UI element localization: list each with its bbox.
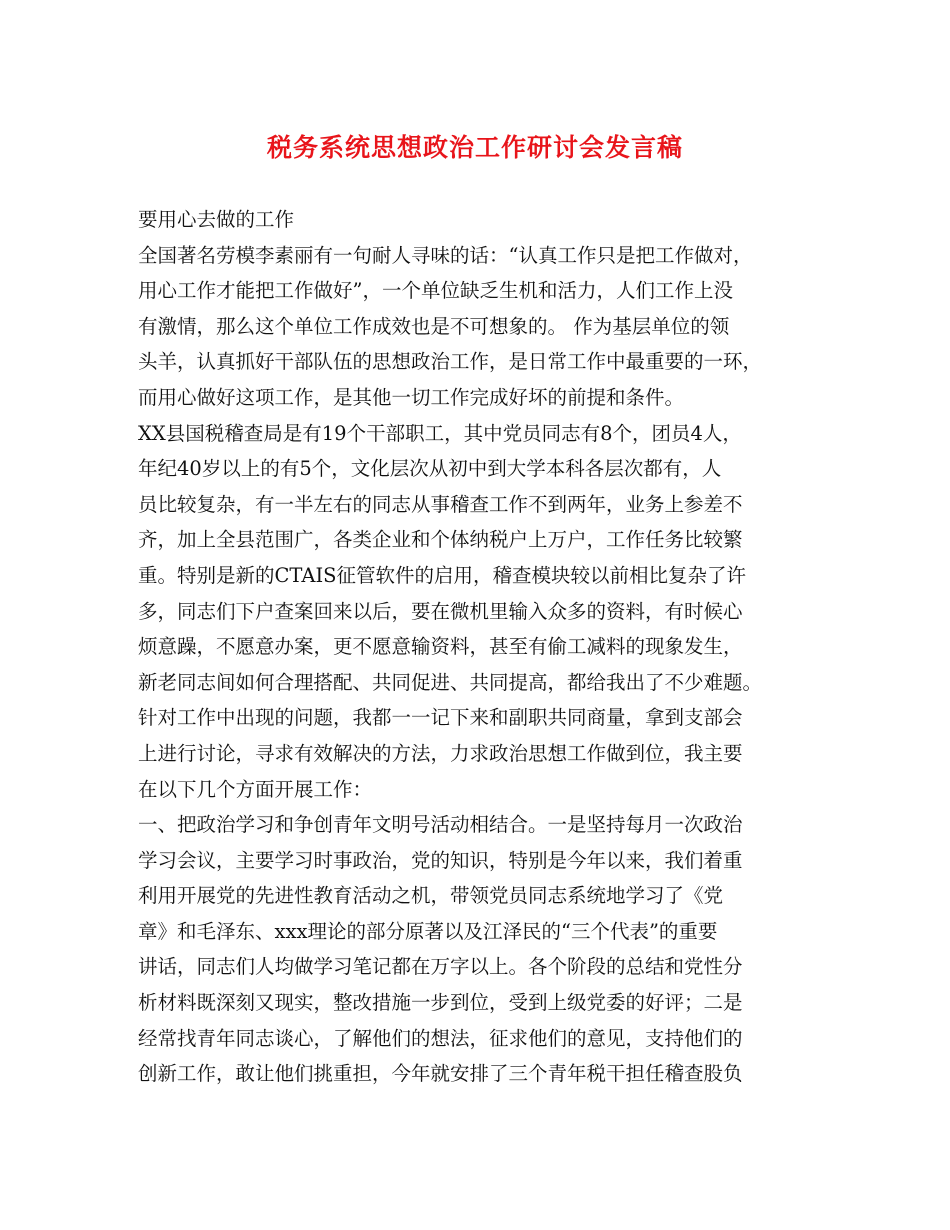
text-line: 创新工作，敢让他们挑重担，今年就安排了三个青年税干担任稽查股负	[138, 1062, 743, 1086]
text-line: 年纪40岁以上的有5个，文化层次从初中到大学本科各层次都有，人	[138, 457, 722, 481]
text-line: 有激情，那么这个单位工作成效也是不可想象的。 作为基层单位的领	[138, 314, 730, 338]
text-line: 在以下几个方面开展工作：	[138, 777, 373, 801]
text-line: 多，同志们下户查案回来以后，要在微机里输入众多的资料，有时候心	[138, 599, 743, 623]
text-line: XX县国税稽查局是有19个干部职工，其中党员同志有8个，团员4人，	[138, 421, 742, 445]
text-line: 新老同志间如何合理搭配、共同促进、共同提高，都给我出了不少难题。	[138, 670, 763, 694]
text-line: 齐，加上全县范围广，各类企业和个体纳税户上万户，工作任务比较繁	[138, 528, 743, 552]
text-line: 经常找青年同志谈心，了解他们的想法，征求他们的意见，支持他们的	[138, 1026, 743, 1050]
text-line: 员比较复杂，有一半左右的同志从事稽查工作不到两年，业务上参差不	[138, 492, 743, 516]
text-line: 全国著名劳模李素丽有一句耐人寻味的话：“认真工作只是把工作做对，	[138, 243, 753, 267]
text-line: 讲话，同志们人均做学习笔记都在万字以上。各个阶段的总结和党性分	[138, 955, 743, 979]
text-line: 学习会议，主要学习时事政治，党的知识，特别是今年以来，我们着重	[138, 848, 743, 872]
text-line: 利用开展党的先进性教育活动之机，带领党员同志系统地学习了《党	[138, 884, 724, 908]
text-line: 析材料既深刻又现实，整改措施一步到位，受到上级党委的好评；二是	[138, 991, 743, 1015]
document-title: 税务系统思想政治工作研讨会发言稿	[266, 133, 683, 162]
document-body	[138, 202, 828, 1092]
text-line: 而用心做好这项工作，是其他一切工作完成好坏的前提和条件。	[138, 385, 685, 409]
text-line: 章》和毛泽东、xxx理论的部分原著以及江泽民的“三个代表”的重要	[138, 919, 718, 943]
text-line: 上进行讨论，寻求有效解决的方法，力求政治思想工作做到位，我主要	[138, 741, 743, 765]
text-line: 一、把政治学习和争创青年文明号活动相结合。一是坚持每月一次政治	[138, 813, 743, 837]
text-line: 针对工作中出现的问题，我都一一记下来和副职共同商量，拿到支部会	[138, 706, 743, 730]
text-line: 头羊，认真抓好干部队伍的思想政治工作，是日常工作中最重要的一环，	[138, 350, 763, 374]
text-line: 要用心去做的工作	[138, 208, 295, 231]
text-line: 用心工作才能把工作做好”，一个单位缺乏生机和活力，人们工作上没	[138, 279, 733, 303]
text-line: 重。特别是新的CTAIS征管软件的启用，稽查模块较以前相比复杂了许	[138, 563, 747, 587]
text-line: 烦意躁，不愿意办案，更不愿意输资料，甚至有偷工减料的现象发生，	[138, 635, 743, 659]
